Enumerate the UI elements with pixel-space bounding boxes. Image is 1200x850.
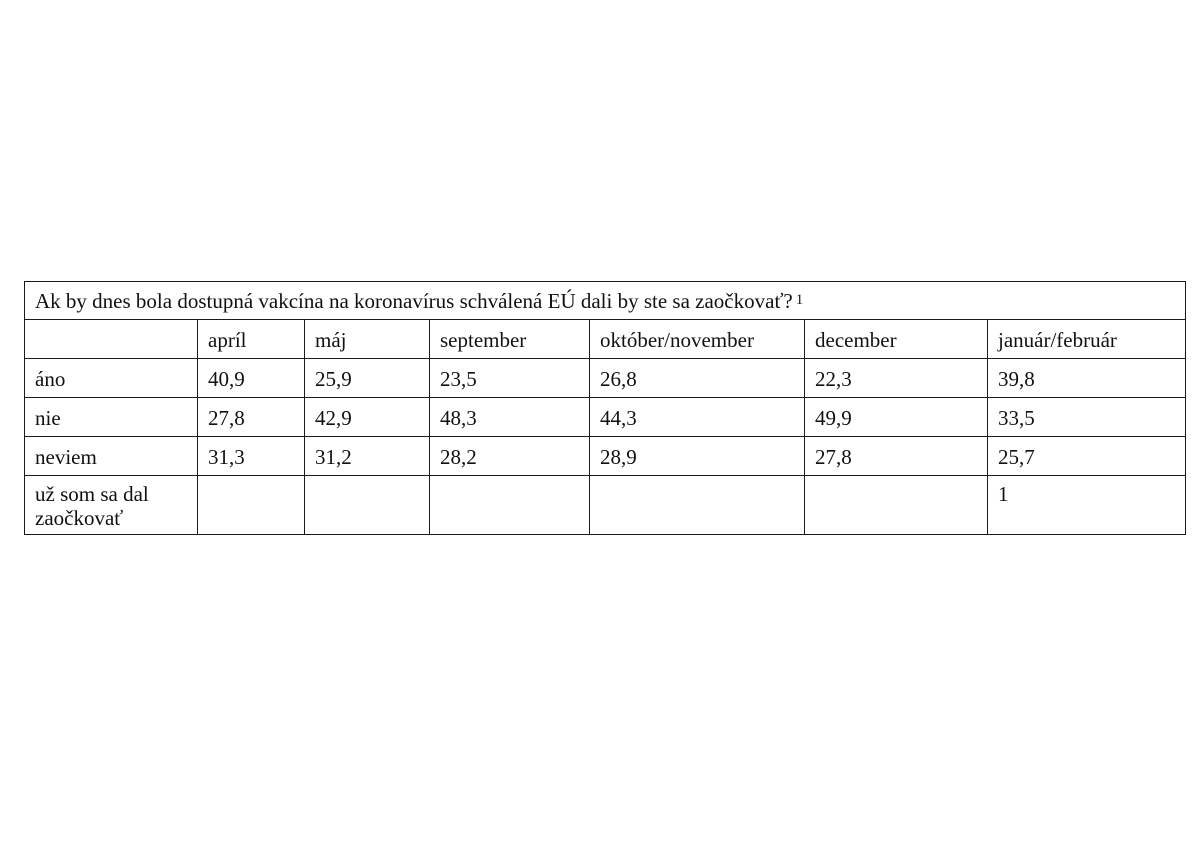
header-cell: apríl <box>198 320 305 359</box>
header-cell: máj <box>305 320 430 359</box>
table-cell <box>430 476 590 535</box>
table-cell: 22,3 <box>805 359 988 398</box>
table-cell: 27,8 <box>805 437 988 476</box>
table-cell <box>805 476 988 535</box>
header-cell: september <box>430 320 590 359</box>
header-cell: január/február <box>988 320 1186 359</box>
header-row <box>25 320 1186 359</box>
header-cell: december <box>805 320 988 359</box>
table-row <box>25 359 1186 398</box>
table-cell: 49,9 <box>805 398 988 437</box>
table-cell: 31,2 <box>305 437 430 476</box>
table-cell: 25,7 <box>988 437 1186 476</box>
table-cell <box>198 476 305 535</box>
header-cell-empty <box>25 320 198 359</box>
table-cell <box>590 476 805 535</box>
table-cell: 26,8 <box>590 359 805 398</box>
table-cell: 39,8 <box>988 359 1186 398</box>
table-cell: 28,9 <box>590 437 805 476</box>
question-text: Ak by dnes bola dostupná vakcína na koronavírus schválená EÚ dali by ste sa zaočkovať? <box>35 289 793 313</box>
table-cell: 48,3 <box>430 398 590 437</box>
row-label: nie <box>25 398 198 437</box>
table-cell: 23,5 <box>430 359 590 398</box>
table-cell: 25,9 <box>305 359 430 398</box>
row-label: neviem <box>25 437 198 476</box>
header-cell: október/november <box>590 320 805 359</box>
row-label: už som sa dal zaočkovať <box>25 476 198 535</box>
footnote-mark: 1 <box>795 292 804 308</box>
table-row <box>25 398 1186 437</box>
table-cell: 1 <box>988 476 1186 535</box>
table-cell: 28,2 <box>430 437 590 476</box>
table-cell <box>305 476 430 535</box>
table-cell: 40,9 <box>198 359 305 398</box>
table-row <box>25 437 1186 476</box>
title-row <box>25 282 1186 320</box>
table-cell: 44,3 <box>590 398 805 437</box>
table-cell: 31,3 <box>198 437 305 476</box>
table-cell: 27,8 <box>198 398 305 437</box>
table-cell: 42,9 <box>305 398 430 437</box>
row-label: áno <box>25 359 198 398</box>
question-cell <box>25 282 1186 320</box>
table-row <box>25 476 1186 535</box>
table-cell: 33,5 <box>988 398 1186 437</box>
survey-table <box>24 281 1186 535</box>
